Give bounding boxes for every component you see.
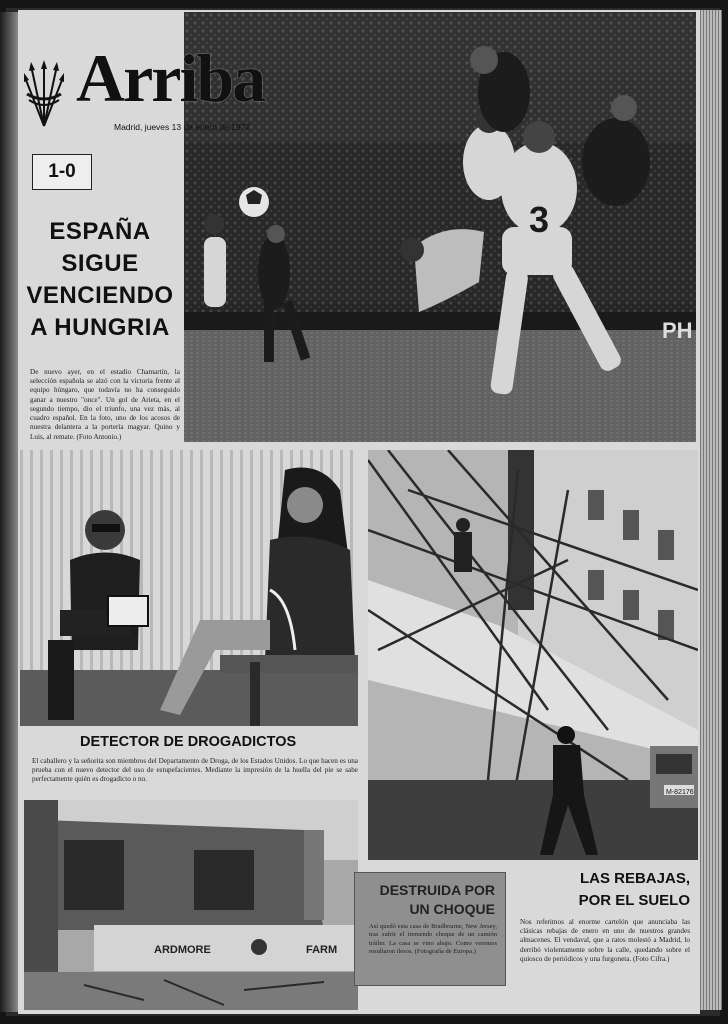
drug-detector-caption: El caballero y la señorita son miembros del Departamento de Droga, de los Estados Unidos. Lo que hacen es una prueba con el nuevo detector del uso de estupefacientes. Mediante la impresión de la huella del pie se sabe perfectamente quién es drogadicto o no. xyxy=(32,757,358,784)
van-license-plate: M-82176 xyxy=(666,789,694,796)
headline-line: ESPAÑA xyxy=(49,218,151,245)
crash-title xyxy=(355,873,505,919)
headline-line: A HUNGRIA xyxy=(30,314,170,342)
crash-title-line: UN CHOQUE xyxy=(409,900,495,917)
truck-sign-right: FARM xyxy=(306,944,338,956)
next-pages-edge xyxy=(700,10,722,1010)
truck-logo-icon xyxy=(251,939,267,955)
masthead-date: Madrid, jueves 13 de enero de 1972 xyxy=(114,122,251,132)
player-shirt-number: 3 xyxy=(529,199,550,240)
truck-sign-left: ARDMORE xyxy=(154,944,211,956)
sales-title-line: POR EL SUELO xyxy=(578,891,690,909)
footprint-card-icon xyxy=(108,596,148,626)
sales-caption: Nos referimos al enorme cartelón que anunciaba las clásicas rebajas de enero en uno de nuestros grandes almacenes. El vendaval, que a ratos molestó a Madrid, lo derribó violentamente sobre la calle, quedando sobre el quiosco de periódicos y una furgoneta. (Foto Cifra.) xyxy=(520,918,690,963)
headline-line: SIGUE xyxy=(61,250,139,278)
collapsed-sign-photo xyxy=(368,450,698,860)
previous-pages-edge xyxy=(0,12,18,1012)
masthead-title: Arriba xyxy=(76,40,265,116)
stadium-billboard-text: PH xyxy=(662,318,693,343)
crash-caption: Así quedó esta casa de Bradbourne, New Jersey, tras sufrir el tremendo choque de un camión tráiler. La casa se vino abajo. Como veremos resultaron ilesos. (Fotografía de Europa.) xyxy=(369,922,497,956)
drug-detector-title: DETECTOR DE DROGADICTOS xyxy=(80,734,297,750)
football-headline xyxy=(22,216,178,345)
crash-title-line: DESTRUIDA POR xyxy=(379,882,495,898)
headline-line: VENCIENDO xyxy=(26,282,174,310)
score-box: 1-0 xyxy=(32,154,92,190)
sales-title-line: LAS REBAJAS, xyxy=(579,870,690,887)
drug-detector-photo xyxy=(20,450,358,726)
crash-caption-box xyxy=(354,872,506,986)
newspaper-page xyxy=(18,10,700,1014)
yoke-and-arrows-emblem-icon xyxy=(24,60,64,130)
destroyed-house-photo xyxy=(24,800,358,1010)
football-caption: De nuevo ayer, en el estadio Chamartín, la selección española se alzó con la victoria frente al equipo húngaro, que todavía no ha conseguido ganar a nuestro "once". Un gol de Arieta, en el segundo tiempo, dio el triunfo, una vez más, al cuadro español. En la foto, uno de los acosos de nuestra delantera a la portería magyar. Quino y Luis, al remate. (Foto Antonio.) xyxy=(30,368,180,441)
sales-title xyxy=(506,868,690,912)
